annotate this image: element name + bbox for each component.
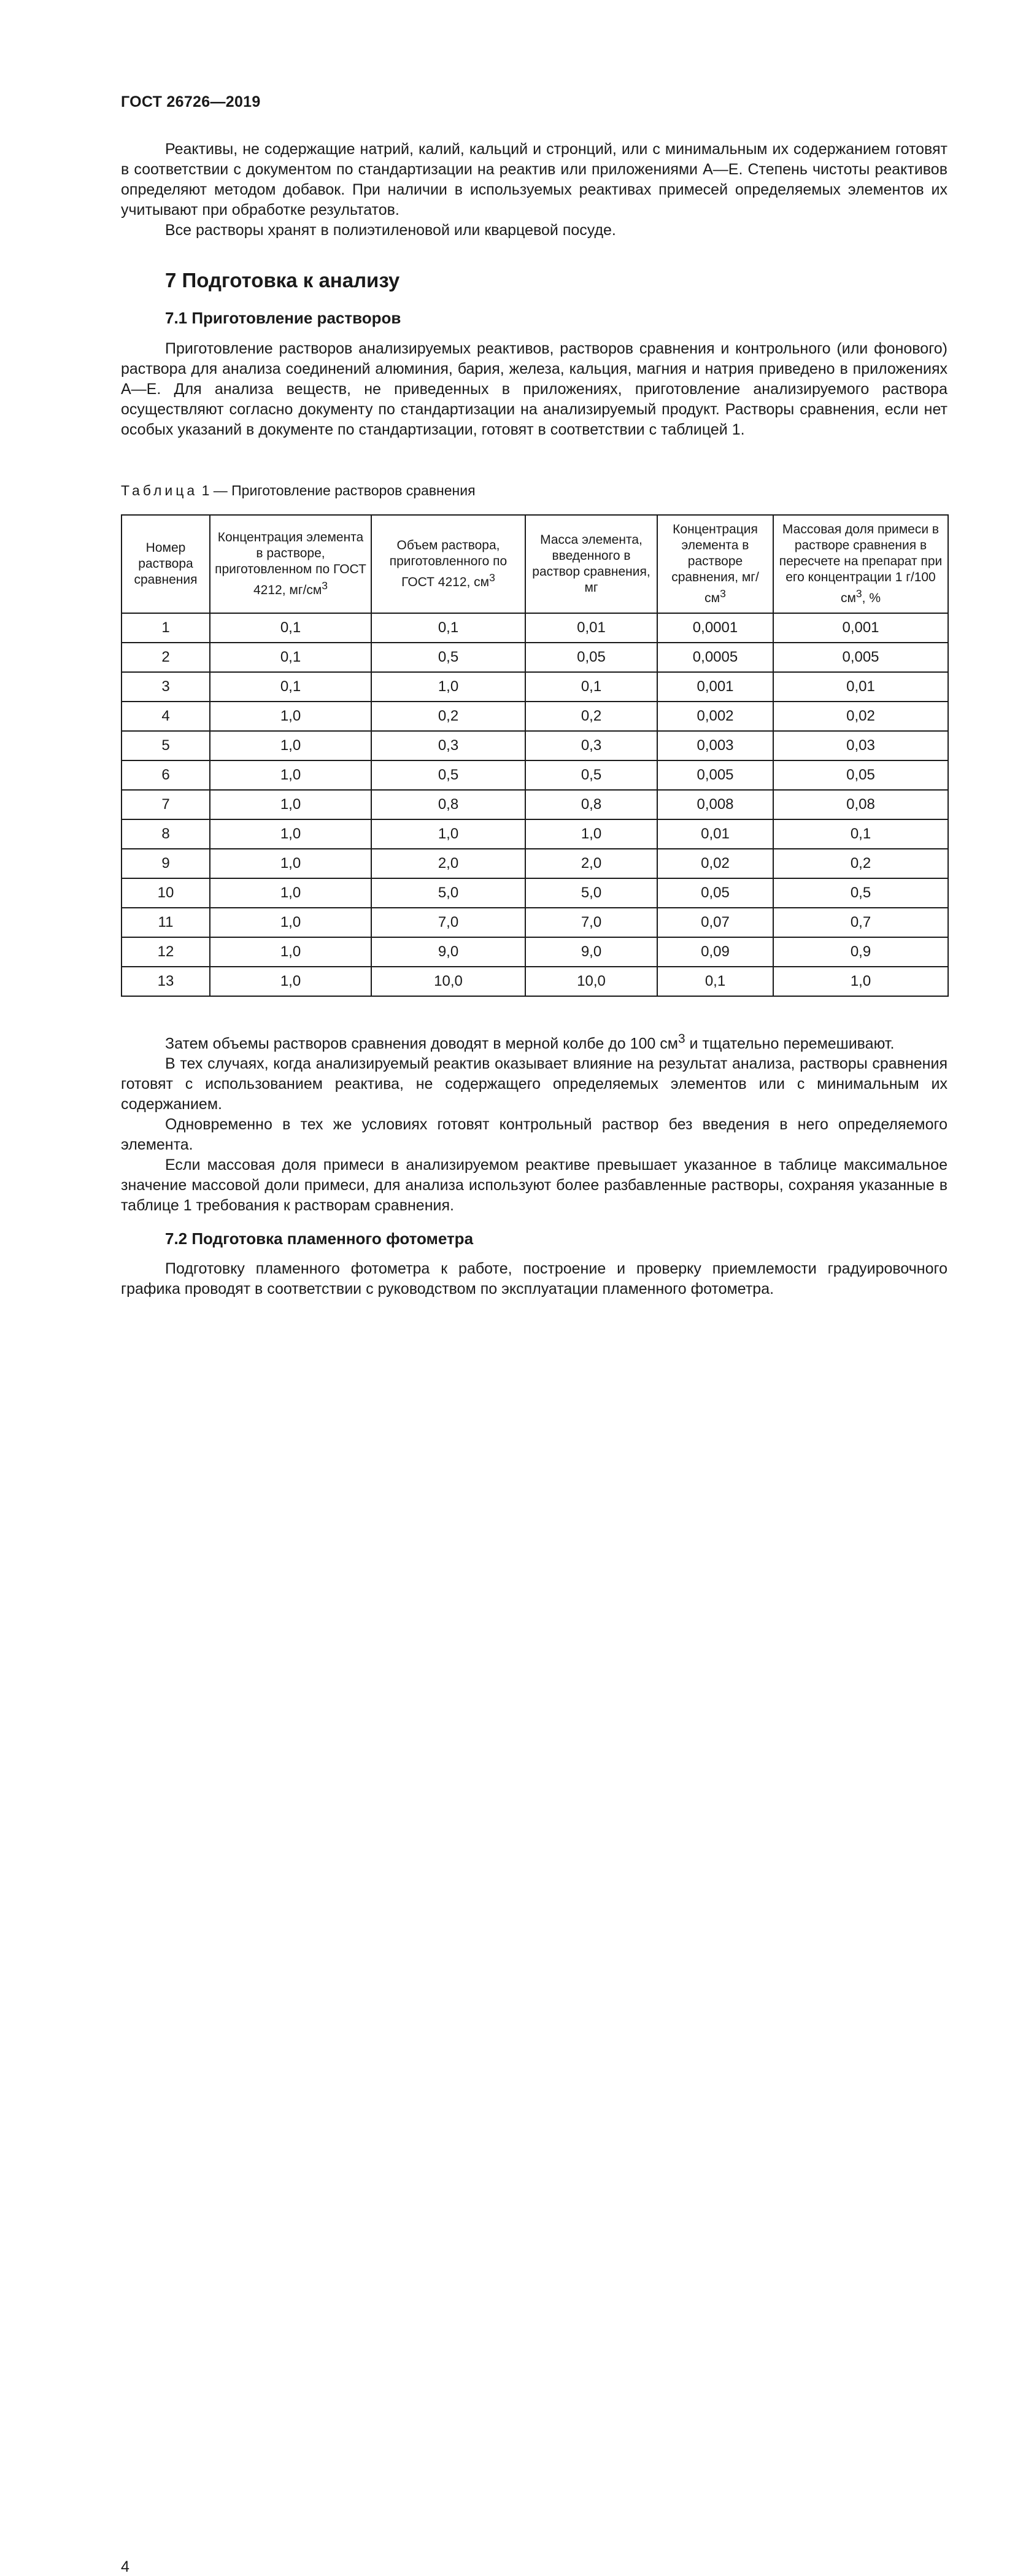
document-id-header: ГОСТ 26726—2019: [121, 93, 261, 110]
table-cell: 0,3: [371, 731, 525, 760]
table-cell: 2,0: [525, 849, 657, 878]
table-cell: 0,2: [525, 702, 657, 731]
header-suffix: , %: [862, 591, 881, 605]
table-cell: 10,0: [371, 967, 525, 996]
table-cell: 8: [122, 819, 210, 849]
table-header-row: [122, 515, 948, 613]
header-text: Массовая доля примеси в растворе сравнения в пересчете на препарат при его концентрации 1 г/100 см: [779, 522, 943, 605]
table-row: [122, 849, 948, 878]
table-cell: 3: [122, 672, 210, 702]
table-cell: 7,0: [525, 908, 657, 937]
table-cell: 0,005: [773, 643, 948, 672]
table-cell: 1,0: [371, 672, 525, 702]
table-cell: 4: [122, 702, 210, 731]
table-cell: 9: [122, 849, 210, 878]
table-cell: 2,0: [371, 849, 525, 878]
table-cell: 0,2: [773, 849, 948, 878]
table-body: [122, 613, 948, 996]
table-header-cell: [122, 515, 210, 613]
table-cell: 9,0: [525, 937, 657, 967]
section-7-1-body: [121, 339, 947, 440]
section-7-1-paragraph: Приготовление растворов анализируемых реактивов, растворов сравнения и контрольного (или фонового) раствора для анализа соединений алюминия, бария, железа, кальция, магния и натрия приведено в приложениях А—Е. Для анализа веществ, не приведенных в приложениях, приготовление анализируемого раствора осуществляют согласно документу по стандартизации на анализируемый продукт. Растворы сравнения, если нет особых указаний в документе по стандартизации, готовят в соответствии с таблицей 1.: [121, 340, 947, 438]
table-cell: 7,0: [371, 908, 525, 937]
table-cell: 0,05: [657, 878, 773, 908]
header-superscript: 3: [322, 579, 328, 592]
table-cell: 0,1: [525, 672, 657, 702]
table-cell: 1,0: [210, 878, 371, 908]
table-cell: 0,01: [525, 613, 657, 643]
table-cell: 0,5: [371, 643, 525, 672]
table-cell: 10: [122, 878, 210, 908]
table-header-cell: [657, 515, 773, 613]
section-7-2-heading: 7.2 Подготовка пламенного фотометра: [165, 1229, 474, 1248]
section-7-1-heading: 7.1 Приготовление растворов: [165, 309, 401, 327]
table-cell: 5,0: [371, 878, 525, 908]
table-cell: 0,08: [773, 790, 948, 819]
table-cell: 0,0005: [657, 643, 773, 672]
header-superscript: 3: [720, 587, 726, 600]
table-cell: 0,03: [773, 731, 948, 760]
intro-paragraph-1: Реактивы, не содержащие натрий, калий, кальций и стронций, или с минимальным их содержанием готовят в соответствии с документом по стандартизации на реактив или приложениями А—Е. Степень чистоты реактивов определяют методом добавок. При наличии в используемых реактивах примесей определяемых элементов их учитывают при обработке результатов.: [121, 141, 947, 219]
table-cell: 0,07: [657, 908, 773, 937]
header-text: Концентрация элемента в растворе, приготовленном по ГОСТ 4212, мг/см: [215, 530, 366, 597]
table-cell: 0,05: [525, 643, 657, 672]
table-row: [122, 613, 948, 643]
table-cell: 1,0: [210, 908, 371, 937]
after-table-paragraph-4: Если массовая доля примеси в анализируемом реактиве превышает указанное в таблице максимальное значение массовой доли примеси, для анализа используют более разбавленные растворы, сохраняя указанные в таблице 1 требования к растворам сравнения.: [121, 1156, 947, 1215]
table-cell: 0,5: [525, 760, 657, 790]
table-cell: 1,0: [210, 790, 371, 819]
intro-paragraph-2: Все растворы хранят в полиэтиленовой или кварцевой посуде.: [165, 222, 616, 239]
table-cell: 2: [122, 643, 210, 672]
header-superscript: 3: [855, 587, 862, 600]
after-table-paragraph-1: [121, 1029, 947, 1054]
table-row: [122, 702, 948, 731]
table-row: [122, 819, 948, 849]
table-header-cell: [773, 515, 948, 613]
table-row: [122, 731, 948, 760]
table-cell: 0,02: [657, 849, 773, 878]
table-cell: 5,0: [525, 878, 657, 908]
header-text: Номер раствора сравнения: [134, 541, 198, 587]
section-7-2-paragraph: Подготовку пламенного фотометра к работе, построение и проверку приемлемости градуировочного графика проводят в соответствии с руководством по эксплуатации пламенного фотометра.: [121, 1260, 947, 1298]
after-table-block: [121, 1029, 947, 1216]
section-7-2-body: [121, 1259, 947, 2575]
table-cell: 0,1: [210, 643, 371, 672]
table-row: [122, 878, 948, 908]
table-cell: 0,008: [657, 790, 773, 819]
table-cell: 1: [122, 613, 210, 643]
table-header-cell: [371, 515, 525, 613]
header-superscript: 3: [489, 571, 495, 584]
table-cell: 0,1: [210, 613, 371, 643]
table-cell: 0,3: [525, 731, 657, 760]
table-cell: 0,2: [371, 702, 525, 731]
table-cell: 0,1: [773, 819, 948, 849]
header-text: Концентрация элемента в растворе сравнения, мг/см: [671, 522, 759, 605]
table-cell: 0,002: [657, 702, 773, 731]
table-cell: 0,1: [371, 613, 525, 643]
after-table-paragraph-2: В тех случаях, когда анализируемый реактив оказывает влияние на результат анализа, растворы сравнения готовят с использованием реактива, не содержащего определяемых элементов или с минимальным их содержанием.: [121, 1055, 947, 1113]
table-cell: 0,05: [773, 760, 948, 790]
table-cell: 0,001: [773, 613, 948, 643]
table-cell: 10,0: [525, 967, 657, 996]
table-cell: 0,1: [657, 967, 773, 996]
after-table-paragraph-3: Одновременно в тех же условиях готовят контрольный раствор без введения в него определяемого элемента.: [121, 1116, 947, 1154]
table-cell: 0,0001: [657, 613, 773, 643]
table-row: [122, 672, 948, 702]
table-cell: 1,0: [210, 702, 371, 731]
table-1: [121, 514, 949, 997]
section-7-heading: 7 Подготовка к анализу: [165, 269, 400, 292]
table-cell: 1,0: [210, 819, 371, 849]
table-header-cell: [525, 515, 657, 613]
table-cell: 13: [122, 967, 210, 996]
table-row: [122, 967, 948, 996]
table-cell: 1,0: [525, 819, 657, 849]
table-row: [122, 908, 948, 937]
table-caption-label: Таблица: [121, 482, 198, 498]
table-cell: 0,005: [657, 760, 773, 790]
table-row: [122, 643, 948, 672]
table-cell: 0,8: [371, 790, 525, 819]
table-cell: 1,0: [210, 967, 371, 996]
table-caption-text: 1 — Приготовление растворов сравнения: [201, 482, 476, 498]
table-cell: 11: [122, 908, 210, 937]
table-cell: 1,0: [210, 760, 371, 790]
table-cell: 0,01: [657, 819, 773, 849]
table-cell: 1,0: [210, 731, 371, 760]
superscript-3: 3: [677, 1032, 685, 1046]
table-cell: 0,001: [657, 672, 773, 702]
intro-block: [121, 139, 947, 241]
table-cell: 6: [122, 760, 210, 790]
table-cell: 0,7: [773, 908, 948, 937]
table-cell: 12: [122, 937, 210, 967]
table-cell: 0,5: [773, 878, 948, 908]
table-header-cell: [210, 515, 371, 613]
table-cell: 0,8: [525, 790, 657, 819]
table-cell: 1,0: [210, 849, 371, 878]
table-1-caption: [121, 482, 476, 499]
table-row: [122, 760, 948, 790]
table-cell: 0,9: [773, 937, 948, 967]
table-cell: 1,0: [371, 819, 525, 849]
table-cell: 0,01: [773, 672, 948, 702]
table-cell: 7: [122, 790, 210, 819]
page-number: 4: [121, 2558, 129, 2575]
header-text: Объем раствора, приготовленного по ГОСТ 4212, см: [389, 538, 508, 589]
header-text: Масса элемента, введенного в раствор сравнения, мг: [532, 533, 650, 595]
after-table-p1-text: Затем объемы растворов сравнения доводят в мерной колбе до 100 см: [165, 1035, 678, 1053]
after-table-p1-tail: и тщательно перемешивают.: [685, 1035, 895, 1053]
table-row: [122, 937, 948, 967]
table-cell: 9,0: [371, 937, 525, 967]
table-cell: 5: [122, 731, 210, 760]
table-cell: 0,003: [657, 731, 773, 760]
table-cell: 0,09: [657, 937, 773, 967]
table-cell: 0,1: [210, 672, 371, 702]
table-cell: 1,0: [210, 937, 371, 967]
table-cell: 0,02: [773, 702, 948, 731]
table-cell: 0,5: [371, 760, 525, 790]
table-cell: 1,0: [773, 967, 948, 996]
table-row: [122, 790, 948, 819]
